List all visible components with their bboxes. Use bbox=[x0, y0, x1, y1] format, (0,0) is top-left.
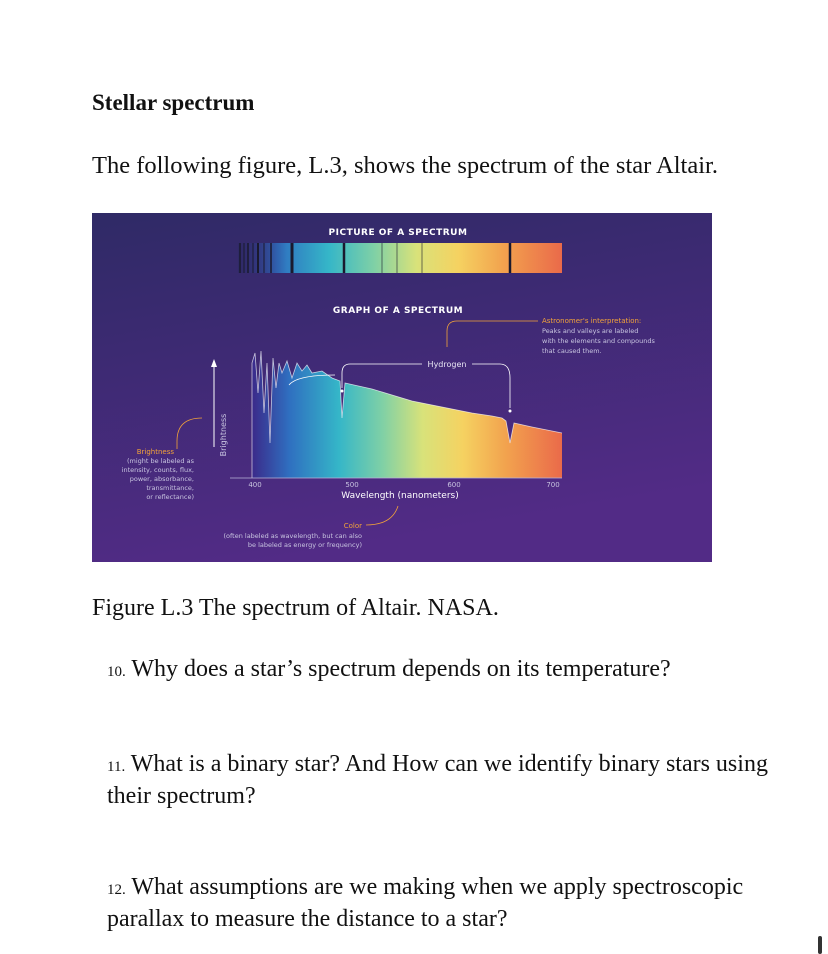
question-11 bbox=[107, 750, 787, 811]
question-12 bbox=[107, 873, 787, 934]
interpretation-line-1: Peaks and valleys are labeled bbox=[542, 327, 639, 335]
section-heading: Stellar spectrum bbox=[92, 90, 255, 115]
graph-title: GRAPH OF A SPECTRUM bbox=[332, 306, 464, 316]
interpretation-title: Astronomer's interpretation: bbox=[542, 317, 642, 325]
x-tick-400: 400 bbox=[248, 481, 262, 489]
spectrum-strip-fade bbox=[238, 243, 562, 273]
spectrum-figure bbox=[92, 213, 712, 562]
question-number: 11. bbox=[107, 759, 126, 775]
brightness-line-5: or reflectance) bbox=[146, 493, 194, 501]
scrollbar[interactable] bbox=[818, 936, 822, 954]
hydrogen-label: Hydrogen bbox=[427, 360, 467, 369]
brightness-title: Brightness bbox=[136, 448, 174, 456]
x-tick-500: 500 bbox=[345, 481, 359, 489]
color-line-1: (often labeled as wavelength, but can also bbox=[223, 532, 362, 540]
picture-title: PICTURE OF A SPECTRUM bbox=[328, 228, 468, 238]
question-text: What assumptions are we making when we apply spectroscopic parallax to measure the distance to a star? bbox=[107, 874, 744, 932]
interpretation-line-2: with the elements and compounds bbox=[542, 337, 655, 345]
question-number: 12. bbox=[107, 882, 126, 898]
color-line-2: be labeled as energy or frequency) bbox=[247, 541, 362, 549]
y-axis-label: Brightness bbox=[219, 413, 228, 457]
question-text: Why does a star’s spectrum depends on its temperature? bbox=[125, 656, 671, 682]
x-tick-700: 700 bbox=[546, 481, 560, 489]
brightness-line-1: (might be labeled as bbox=[126, 457, 194, 465]
x-axis-label: Wavelength (nanometers) bbox=[341, 491, 459, 501]
interpretation-line-3: that caused them. bbox=[542, 347, 602, 355]
brightness-line-4: transmittance, bbox=[146, 484, 194, 492]
figure-caption: Figure L.3 The spectrum of Altair. NASA. bbox=[92, 595, 499, 621]
question-text: What is a binary star? And How can we identify binary stars using their spectrum? bbox=[107, 751, 768, 809]
question-number: 10. bbox=[107, 664, 126, 680]
intro-paragraph: The following figure, L.3, shows the spectrum of the star Altair. bbox=[92, 152, 718, 179]
x-tick-600: 600 bbox=[447, 481, 461, 489]
brightness-line-2: intensity, counts, flux, bbox=[121, 466, 194, 474]
question-10 bbox=[107, 655, 787, 687]
color-title: Color bbox=[343, 522, 362, 530]
brightness-line-3: power, absorbance, bbox=[129, 475, 194, 483]
